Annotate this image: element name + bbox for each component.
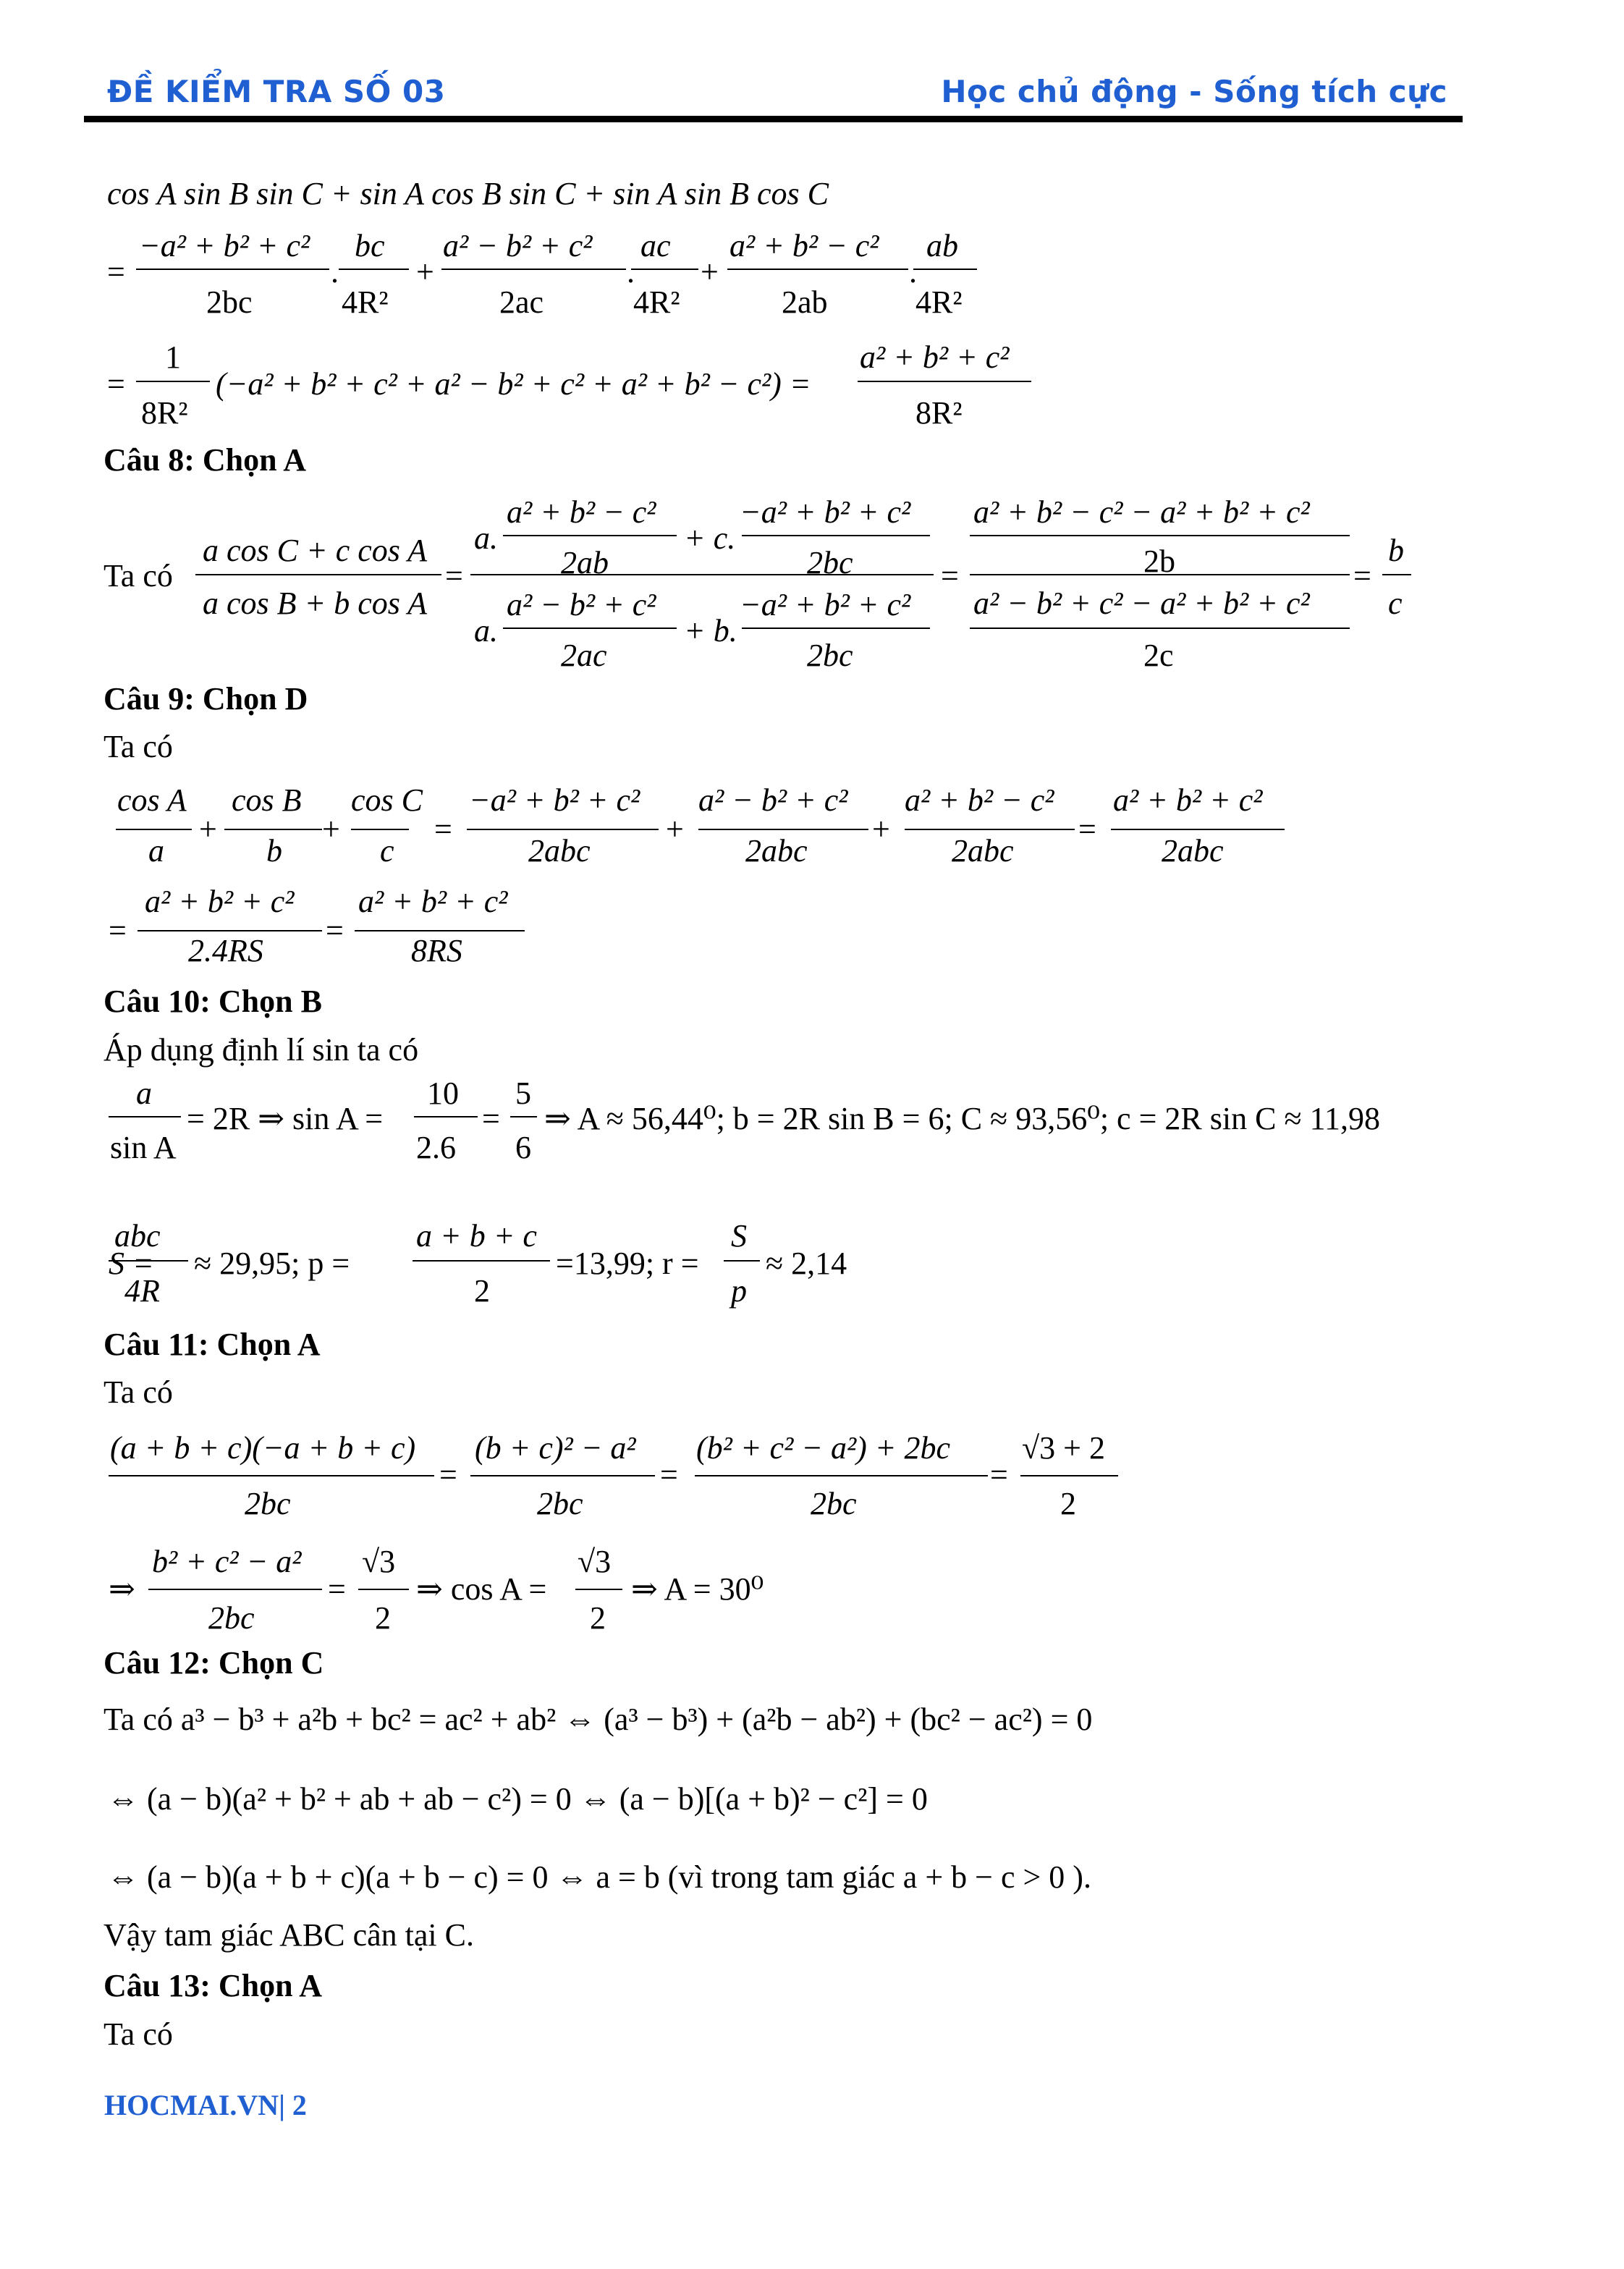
conclusion-text: Vậy tam giác ABC cân tại C. — [103, 1917, 474, 1953]
text-ta-co: Ta có — [103, 1374, 173, 1410]
question-heading: Câu 13: Chọn A — [103, 1968, 322, 2003]
eq-num: a² + b² + c² — [1113, 782, 1263, 818]
eq-symbol: + — [872, 811, 890, 847]
eq-num: −a² + b² + c² — [740, 494, 911, 530]
eq-dot: . — [331, 254, 339, 290]
eq-num: b — [1388, 533, 1404, 568]
eq-num: 5 — [515, 1076, 531, 1111]
eq-den: 2.4RS — [188, 933, 263, 968]
eq-symbol: + — [322, 811, 340, 847]
eq-symbol: = — [326, 913, 344, 948]
eq-num: a² + b² − c² − a² + b² + c² — [973, 494, 1310, 530]
eq-symbol: = — [107, 366, 125, 402]
eq-den: 8RS — [411, 933, 462, 968]
eq-num: cos C — [351, 782, 423, 818]
eq-expr: ≈ 2,14 — [766, 1246, 847, 1281]
eq-coef: + b. — [684, 613, 737, 648]
eq-expr: ≈ 29,95; p = — [194, 1246, 350, 1281]
eq-den: 2ac — [561, 638, 607, 673]
eq-dot: . — [909, 254, 917, 290]
text-ta-co: Ta có — [103, 729, 173, 764]
eq-num: bc — [355, 228, 385, 263]
eq-num: cos B — [232, 782, 302, 818]
eq-coef: a. — [474, 613, 498, 648]
eq-expr: = 2R ⇒ sin A = — [187, 1101, 384, 1136]
eq-symbol: = — [328, 1571, 346, 1607]
eq-symbol: + — [416, 254, 434, 290]
eq-coef: a. — [474, 520, 498, 556]
eq-den: sin A — [110, 1130, 177, 1165]
eq-num: a² − b² + c² − a² + b² + c² — [973, 586, 1310, 621]
eq-den: 8R² — [915, 395, 963, 431]
eq-den: 2bc — [537, 1486, 583, 1521]
eq-num: a — [136, 1076, 152, 1111]
eq-den: 2bc — [245, 1486, 291, 1521]
eq-den: 2abc — [745, 833, 808, 869]
eq-symbol: = — [107, 254, 125, 290]
eq-den: 6 — [515, 1130, 531, 1165]
eq-num: a² − b² + c² — [507, 587, 656, 622]
eq-den: 2.6 — [416, 1130, 456, 1165]
eq-symbol: = — [445, 558, 463, 593]
footer-page-label: HOCMAI.VN| 2 — [104, 2089, 307, 2121]
eq-num: (b + c)² − a² — [475, 1430, 636, 1466]
eq-den: 2bc — [811, 1486, 857, 1521]
question-heading: Câu 8: Chọn A — [103, 442, 306, 478]
eq-den: c — [380, 833, 394, 869]
eq-symbol: ⇒ — [109, 1571, 135, 1607]
eq-symbol: + — [701, 254, 719, 290]
text-ta-co: Ta có — [103, 2016, 173, 2052]
eq-den: 2abc — [528, 833, 591, 869]
eq-den: 2c — [1143, 638, 1174, 673]
eq-num: 1 — [165, 339, 181, 375]
eq-num: abc — [114, 1218, 161, 1254]
eq-den: 2abc — [952, 833, 1014, 869]
eq-den: a — [148, 833, 164, 869]
eq-num: −a² + b² + c² — [469, 782, 640, 818]
eq-expr: ⇒ cos A = — [416, 1571, 547, 1607]
eq-symbol: = — [109, 913, 127, 948]
eq-den: 2 — [1060, 1486, 1076, 1521]
eq-den: 2b — [1143, 544, 1175, 579]
eq-den: 2bc — [206, 284, 253, 320]
eq-expr: ⇒ A ≈ 56,44⁰; b = 2R sin B = 6; C ≈ 93,56⁰; c = 2R sin C ≈ 11,98 — [544, 1101, 1380, 1136]
eq-num: ac — [640, 228, 671, 263]
eq-num: 10 — [427, 1076, 459, 1111]
eq-num: S — [731, 1218, 747, 1254]
eq-num: √3 — [362, 1544, 396, 1579]
eq-num: a² + b² + c² — [145, 884, 295, 919]
eq-symbol: = — [990, 1457, 1008, 1492]
question-heading: Câu 12: Chọn C — [103, 1645, 324, 1681]
eq-num: cos A — [117, 782, 187, 818]
eq-num: √3 + 2 — [1022, 1430, 1105, 1466]
eq-symbol: = — [434, 811, 452, 847]
eq-line-1: cos A sin B sin C + sin A cos B sin C + sin A sin B cos C — [107, 176, 829, 211]
eq-expr: =13,99; r = — [556, 1246, 699, 1281]
eq-line: Ta có a³ − b³ + a²b + bc² = ac² + ab² ⇔ (a³ − b³) + (a²b − ab²) + (bc² − ac²) = 0 — [103, 1702, 1093, 1737]
eq-den: 4R² — [342, 284, 389, 320]
eq-num: (b² + c² − a²) + 2bc — [696, 1430, 951, 1466]
eq-line: ⇔ (a − b)(a² + b² + ab + ab − c²) = 0 ⇔ (a − b)[(a + b)² − c²] = 0 — [107, 1781, 928, 1817]
eq-den: 4R² — [915, 284, 963, 320]
header-slogan: Học chủ động - Sống tích cực — [941, 74, 1447, 109]
eq-den: 4R — [124, 1273, 160, 1309]
eq-den: 2abc — [1162, 833, 1224, 869]
eq-symbol: = — [1078, 811, 1096, 847]
eq-num: a + b + c — [416, 1218, 537, 1254]
eq-den: 2 — [474, 1273, 490, 1309]
eq-expr: S = — [109, 1246, 154, 1281]
eq-num: ab — [926, 228, 958, 263]
eq-num: a² + b² − c² — [729, 228, 879, 263]
eq-line: ⇔ (a − b)(a + b + c)(a + b − c) = 0 ⇔ a = b (vì trong tam giác a + b − c > 0 ). — [107, 1859, 1091, 1895]
eq-num: b² + c² − a² — [152, 1544, 302, 1579]
eq-symbol: + — [666, 811, 684, 847]
eq-den: 4R² — [633, 284, 680, 320]
eq-den: 2bc — [208, 1600, 255, 1636]
eq-symbol: = — [482, 1101, 500, 1136]
eq-den: 2bc — [807, 638, 853, 673]
eq-den: 2ab — [561, 545, 609, 580]
eq-num: a cos C + c cos A — [203, 533, 427, 568]
eq-den: a cos B + b cos A — [203, 586, 427, 621]
eq-den: 2bc — [807, 545, 853, 580]
eq-num: a² + b² − c² — [905, 782, 1054, 818]
eq-den: c — [1388, 586, 1403, 621]
eq-expr: ⇒ A = 30⁰ — [631, 1571, 764, 1607]
eq-den: 2ac — [499, 284, 544, 320]
eq-den: p — [731, 1273, 747, 1309]
eq-symbol: = — [439, 1457, 457, 1492]
eq-num: −a² + b² + c² — [139, 228, 310, 263]
eq-symbol: = — [1353, 558, 1371, 593]
eq-den: 2 — [375, 1600, 391, 1636]
header-title: ĐỀ KIỂM TRA SỐ 03 — [107, 74, 446, 109]
eq-symbol: = — [660, 1457, 678, 1492]
text-apply: Áp dụng định lí sin ta có — [103, 1032, 419, 1068]
eq-symbol: + — [199, 811, 217, 847]
eq-num: a² − b² + c² — [698, 782, 848, 818]
question-heading: Câu 11: Chọn A — [103, 1327, 321, 1362]
question-heading: Câu 9: Chọn D — [103, 681, 308, 717]
question-heading: Câu 10: Chọn B — [103, 984, 322, 1019]
eq-den: b — [266, 833, 282, 869]
text-ta-co: Ta có — [103, 558, 173, 593]
eq-num: a² − b² + c² — [443, 228, 593, 263]
eq-dot: . — [627, 254, 635, 290]
eq-expr: (−a² + b² + c² + a² − b² + c² + a² + b² − c²) = — [216, 366, 811, 402]
eq-num: a² + b² − c² — [507, 494, 656, 530]
eq-den: 2ab — [782, 284, 828, 320]
eq-num: a² + b² + c² — [860, 339, 1010, 375]
eq-num: −a² + b² + c² — [740, 587, 911, 622]
eq-num: (a + b + c)(−a + b + c) — [110, 1430, 416, 1466]
eq-num: a² + b² + c² — [358, 884, 508, 919]
eq-den: 2 — [590, 1600, 606, 1636]
eq-symbol: = — [941, 558, 959, 593]
eq-coef: + c. — [684, 520, 736, 556]
eq-num: √3 — [578, 1544, 612, 1579]
eq-den: 8R² — [141, 395, 188, 431]
